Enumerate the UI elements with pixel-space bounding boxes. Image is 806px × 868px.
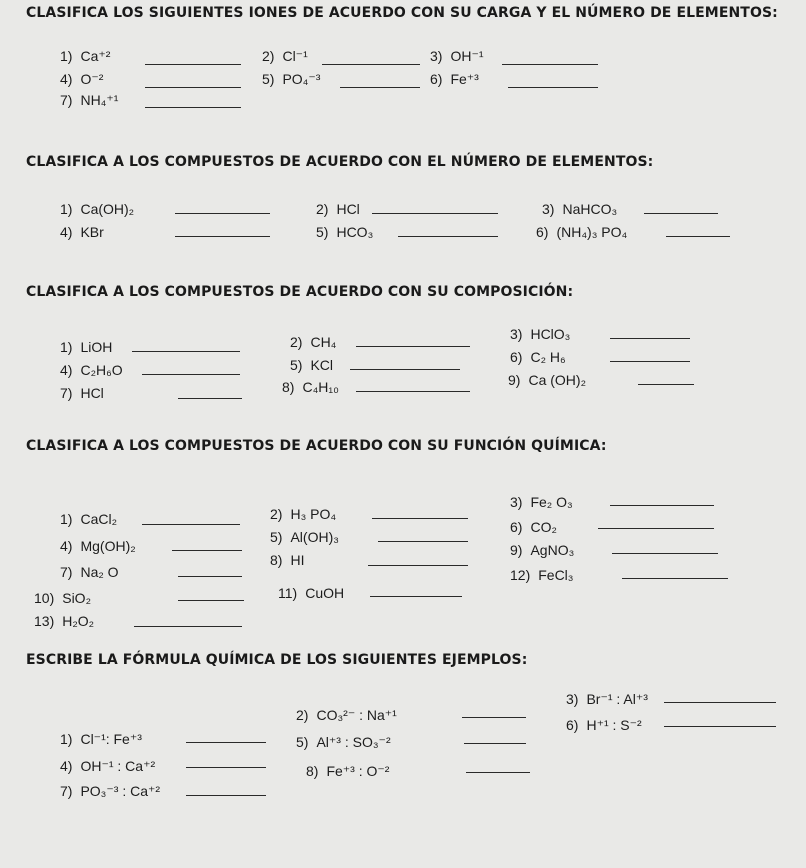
item-number: 10)	[34, 590, 55, 606]
ion-item-1	[60, 47, 110, 65]
example-item-3	[566, 690, 648, 708]
answer-blank[interactable]	[134, 626, 242, 627]
composition-item-4	[60, 361, 123, 379]
item-formula: CH₄	[310, 334, 337, 350]
item-number: 6)	[510, 349, 523, 365]
item-number: 2)	[316, 201, 329, 217]
item-formula: (NH₄)₃ PO₄	[556, 224, 628, 240]
function-item-4	[60, 537, 136, 555]
item-number: 6)	[536, 224, 549, 240]
item-formula: OH⁻¹ : Ca⁺²	[80, 758, 156, 774]
answer-blank[interactable]	[508, 87, 598, 88]
answer-blank[interactable]	[145, 64, 241, 65]
item-number: 1)	[60, 339, 73, 355]
answer-blank[interactable]	[612, 553, 718, 554]
item-number: 13)	[34, 613, 55, 629]
answer-blank[interactable]	[142, 524, 240, 525]
item-number: 6)	[510, 519, 523, 535]
item-formula: KCl	[310, 357, 334, 373]
item-number: 12)	[510, 567, 531, 583]
composition-item-6	[510, 348, 566, 366]
item-formula: Mg(OH)₂	[80, 538, 136, 554]
item-formula: AgNO₃	[530, 542, 575, 558]
item-formula: Al(OH)₃	[290, 529, 339, 545]
item-formula: SiO₂	[62, 590, 92, 606]
answer-blank[interactable]	[178, 576, 242, 577]
item-number: 7)	[60, 564, 73, 580]
answer-blank[interactable]	[666, 236, 730, 237]
item-number: 1)	[60, 201, 73, 217]
item-formula: HClO₃	[530, 326, 571, 342]
item-formula: Ca⁺²	[80, 48, 111, 64]
answer-blank[interactable]	[172, 550, 242, 551]
item-formula: CO₃²⁻ : Na⁺¹	[316, 707, 397, 723]
answer-blank[interactable]	[322, 64, 420, 65]
answer-blank[interactable]	[638, 384, 694, 385]
item-formula: PO₄⁻³	[282, 71, 321, 87]
item-number: 3)	[510, 494, 523, 510]
item-number: 1)	[60, 731, 73, 747]
item-formula: NH₄⁺¹	[80, 92, 119, 108]
item-formula: Br⁻¹ : Al⁺³	[586, 691, 648, 707]
answer-blank[interactable]	[610, 505, 714, 506]
item-number: 2)	[262, 48, 275, 64]
compound-item-2	[316, 200, 360, 218]
item-formula: PO₃⁻³ : Ca⁺²	[80, 783, 161, 799]
example-item-8	[306, 762, 389, 780]
ion-item-3	[430, 47, 484, 65]
item-number: 3)	[430, 48, 443, 64]
composition-item-7	[60, 384, 104, 402]
item-number: 1)	[60, 511, 73, 527]
item-formula: HCl	[336, 201, 360, 217]
function-item-10	[34, 589, 91, 607]
item-formula: H₃ PO₄	[290, 506, 337, 522]
item-formula: HCl	[80, 385, 104, 401]
item-number: 7)	[60, 385, 73, 401]
item-number: 3)	[510, 326, 523, 342]
item-number: 11)	[278, 585, 298, 601]
answer-blank[interactable]	[464, 743, 526, 744]
item-formula: C₄H₁₀	[302, 379, 339, 395]
example-item-7	[60, 782, 160, 800]
answer-blank[interactable]	[175, 236, 270, 237]
item-number: 4)	[60, 71, 73, 87]
item-formula: Ca(OH)₂	[80, 201, 135, 217]
item-formula: FeCl₃	[538, 567, 574, 583]
composition-item-3	[510, 325, 570, 343]
item-formula: Fe⁺³	[450, 71, 479, 87]
item-formula: KBr	[80, 224, 104, 240]
section-2-title: CLASIFICA A LOS COMPUESTOS DE ACUERDO CON EL NÚMERO DE ELEMENTOS:	[26, 154, 654, 170]
answer-blank[interactable]	[610, 361, 690, 362]
ion-item-4	[60, 70, 103, 88]
function-item-11	[278, 584, 344, 602]
item-formula: Cl⁻¹	[282, 48, 308, 64]
answer-blank[interactable]	[132, 351, 240, 352]
item-formula: CuOH	[305, 585, 345, 601]
item-number: 5)	[316, 224, 329, 240]
item-formula: Fe₂ O₃	[530, 494, 573, 510]
item-number: 3)	[566, 691, 579, 707]
answer-blank[interactable]	[178, 600, 244, 601]
item-formula: OH⁻¹	[450, 48, 484, 64]
item-number: 4)	[60, 362, 73, 378]
composition-item-9	[508, 371, 586, 389]
item-number: 9)	[510, 542, 523, 558]
function-item-1	[60, 510, 117, 528]
item-number: 8)	[282, 379, 295, 395]
answer-blank[interactable]	[186, 767, 266, 768]
answer-blank[interactable]	[466, 772, 530, 773]
item-number: 4)	[60, 224, 73, 240]
answer-blank[interactable]	[622, 578, 728, 579]
composition-item-1	[60, 338, 112, 356]
example-item-1	[60, 730, 142, 748]
function-item-6	[510, 518, 557, 536]
item-formula: Na₂ O	[80, 564, 119, 580]
item-formula: Fe⁺³ : O⁻²	[326, 763, 390, 779]
answer-blank[interactable]	[356, 391, 470, 392]
example-item-5	[296, 733, 391, 751]
item-number: 5)	[262, 71, 275, 87]
function-item-12	[510, 566, 574, 584]
item-formula: Cl⁻¹: Fe⁺³	[80, 731, 142, 747]
answer-blank[interactable]	[178, 398, 242, 399]
ion-item-2	[262, 47, 308, 65]
item-number: 2)	[296, 707, 309, 723]
function-item-5	[270, 528, 339, 546]
composition-item-5	[290, 356, 333, 374]
item-number: 5)	[290, 357, 303, 373]
answer-blank[interactable]	[372, 518, 468, 519]
function-item-2	[270, 505, 336, 523]
answer-blank[interactable]	[664, 726, 776, 727]
answer-blank[interactable]	[175, 213, 270, 214]
item-number: 2)	[270, 506, 283, 522]
item-number: 4)	[60, 758, 73, 774]
answer-blank[interactable]	[462, 717, 526, 718]
item-formula: HCO₃	[336, 224, 374, 240]
ion-item-7	[60, 91, 118, 109]
answer-blank[interactable]	[398, 236, 498, 237]
compound-item-6	[536, 223, 627, 241]
answer-blank[interactable]	[368, 565, 468, 566]
answer-blank[interactable]	[664, 702, 776, 703]
item-formula: H₂O₂	[62, 613, 95, 629]
composition-item-2	[290, 333, 336, 351]
item-formula: O⁻²	[80, 71, 104, 87]
item-number: 6)	[430, 71, 443, 87]
item-number: 8)	[270, 552, 283, 568]
item-formula: H⁺¹ : S⁻²	[586, 717, 642, 733]
answer-blank[interactable]	[186, 742, 266, 743]
compound-item-3	[542, 200, 617, 218]
section-3-title: CLASIFICA A LOS COMPUESTOS DE ACUERDO CON SU COMPOSICIÓN:	[26, 284, 574, 300]
answer-blank[interactable]	[502, 64, 598, 65]
answer-blank[interactable]	[186, 795, 266, 796]
answer-blank[interactable]	[356, 346, 470, 347]
item-formula: C₂ H₆	[530, 349, 566, 365]
item-formula: CO₂	[530, 519, 557, 535]
answer-blank[interactable]	[372, 213, 498, 214]
answer-blank[interactable]	[145, 87, 241, 88]
function-item-7	[60, 563, 119, 581]
item-number: 2)	[290, 334, 303, 350]
item-number: 7)	[60, 92, 73, 108]
item-number: 6)	[566, 717, 579, 733]
example-item-4	[60, 757, 155, 775]
function-item-9	[510, 541, 574, 559]
item-formula: NaHCO₃	[562, 201, 618, 217]
item-number: 7)	[60, 783, 73, 799]
example-item-2	[296, 706, 397, 724]
answer-blank[interactable]	[610, 338, 690, 339]
answer-blank[interactable]	[378, 541, 468, 542]
answer-blank[interactable]	[142, 374, 240, 375]
answer-blank[interactable]	[350, 369, 460, 370]
item-formula: Al⁺³ : SO₃⁻²	[316, 734, 391, 750]
item-formula: HI	[290, 552, 305, 568]
section-5-title: ESCRIBE LA FÓRMULA QUÍMICA DE LOS SIGUIENTES EJEMPLOS:	[26, 652, 528, 668]
ion-item-5	[262, 70, 320, 88]
composition-item-8	[282, 378, 339, 396]
item-number: 3)	[542, 201, 555, 217]
answer-blank[interactable]	[370, 596, 462, 597]
compound-item-4	[60, 223, 104, 241]
answer-blank[interactable]	[644, 213, 718, 214]
item-formula: LiOH	[80, 339, 113, 355]
section-4-title: CLASIFICA A LOS COMPUESTOS DE ACUERDO CON SU FUNCIÓN QUÍMICA:	[26, 438, 607, 454]
function-item-3	[510, 493, 573, 511]
item-number: 5)	[270, 529, 283, 545]
compound-item-5	[316, 223, 373, 241]
function-item-13	[34, 612, 94, 630]
function-item-8	[270, 551, 304, 569]
answer-blank[interactable]	[598, 528, 714, 529]
item-formula: C₂H₆O	[80, 362, 123, 378]
item-formula: Ca (OH)₂	[528, 372, 586, 388]
item-number: 9)	[508, 372, 521, 388]
item-formula: CaCl₂	[80, 511, 118, 527]
compound-item-1	[60, 200, 134, 218]
section-1-title: CLASIFICA LOS SIGUIENTES IONES DE ACUERDO CON SU CARGA Y EL NÚMERO DE ELEMENTOS:	[26, 5, 778, 21]
example-item-6	[566, 716, 642, 734]
answer-blank[interactable]	[145, 107, 241, 108]
item-number: 1)	[60, 48, 73, 64]
item-number: 5)	[296, 734, 309, 750]
ion-item-6	[430, 70, 479, 88]
item-number: 8)	[306, 763, 319, 779]
answer-blank[interactable]	[340, 87, 420, 88]
item-number: 4)	[60, 538, 73, 554]
